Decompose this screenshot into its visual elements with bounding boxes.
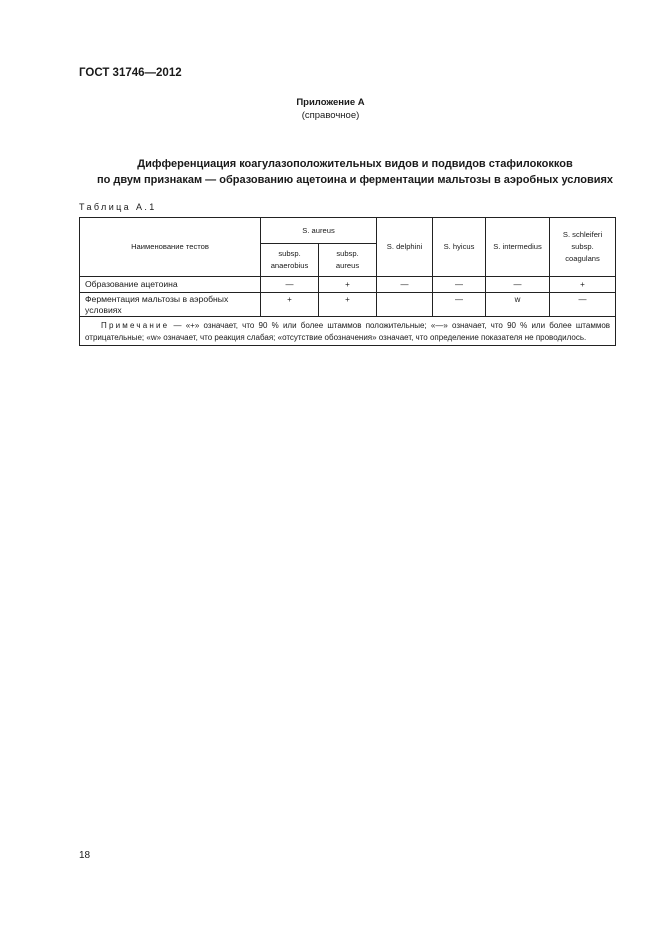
table-cell: — <box>433 277 486 293</box>
table-row <box>80 293 616 317</box>
row-name: Образование ацетоина <box>80 277 261 293</box>
document-code: ГОСТ 31746—2012 <box>79 67 182 79</box>
table-cell: — <box>486 277 550 293</box>
col-header-test-name: Наименование тестов <box>80 218 261 277</box>
s-schleiferi-line-3: coagulans <box>565 254 600 263</box>
aureus-line-2: aureus <box>335 261 360 270</box>
col-header-subsp-aureus <box>319 244 377 277</box>
heading-line-2: по двум признакам — образованию ацетоина и ферментации мальтозы в аэробных условиях <box>96 174 614 186</box>
table-heading <box>60 156 650 188</box>
table-caption: Таблица А.1 <box>79 202 157 212</box>
col-header-s-schleiferi <box>550 218 616 277</box>
table-cell: — <box>433 293 486 317</box>
header-row-1 <box>80 218 616 244</box>
table-cell: w <box>486 293 550 317</box>
table-cell: — <box>377 277 433 293</box>
table-cell <box>377 293 433 317</box>
col-header-s-delphini: S. delphini <box>377 218 433 277</box>
annex-title: Приложение А <box>296 97 365 108</box>
table-cell: — <box>550 293 616 317</box>
annex-subtitle: (справочное) <box>301 110 360 121</box>
row-name: Ферментация мальтозы в аэробных условиях <box>80 293 261 317</box>
col-header-s-aureus: S. aureus <box>261 218 377 244</box>
note-text: — «+» означает, что 90 % или более штаммов положительные; «—» означает, что 90 % или более штаммов отрицательные; «w» означает, что реакция слабая; «отсутствие обозначения» означает, что определение показателя не проводилось. <box>85 321 611 342</box>
anaerobius-line-2: anaerobius <box>270 261 309 270</box>
page-number: 18 <box>79 850 91 861</box>
col-header-subsp-anaerobius <box>261 244 319 277</box>
table-cell: + <box>319 293 377 317</box>
table-note <box>80 317 616 346</box>
table-cell: + <box>319 277 377 293</box>
table-cell: + <box>261 293 319 317</box>
s-schleiferi-line-2: subsp. <box>571 242 594 251</box>
col-header-s-intermedius: S. intermedius <box>486 218 550 277</box>
table-cell: + <box>550 277 616 293</box>
table-row <box>80 277 616 293</box>
aureus-line-1: subsp. <box>336 249 359 258</box>
differentiation-table <box>79 217 616 346</box>
s-schleiferi-line-1: S. schleiferi <box>562 230 603 239</box>
note-row <box>80 317 616 346</box>
annex-block <box>0 96 661 122</box>
col-header-s-hyicus: S. hyicus <box>433 218 486 277</box>
table-cell: — <box>261 277 319 293</box>
note-label: Примечание <box>101 321 170 330</box>
anaerobius-line-1: subsp. <box>278 249 301 258</box>
heading-line-1: Дифференциация коагулазоположительных видов и подвидов стафилококков <box>137 158 573 170</box>
